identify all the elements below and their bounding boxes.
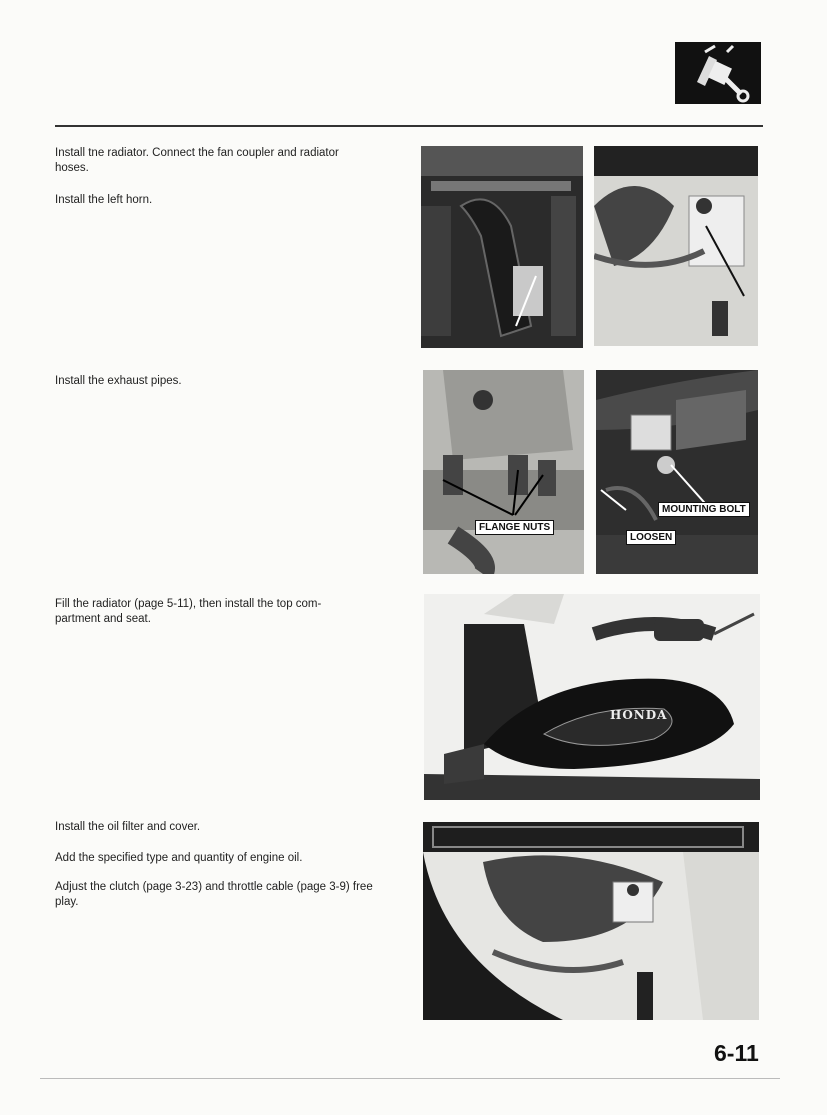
- mounting-bolt-label: MOUNTING BOLT: [658, 502, 750, 517]
- photo-radiator-hose: [421, 146, 583, 348]
- step-line: hoses.: [55, 162, 89, 174]
- page-number: 6-11: [714, 1040, 759, 1066]
- flange-nuts-label: FLANGE NUTS: [475, 520, 554, 535]
- photo-flange-nuts: [423, 370, 584, 574]
- step-install-oil-filter: [55, 820, 200, 835]
- step-add-oil: [55, 851, 302, 866]
- photo-fuel-tank: [424, 594, 760, 800]
- step-line: Adjust the clutch (page 3-23) and throttle cable (page 3-9) free: [55, 881, 373, 893]
- photo-oil-filter: [423, 822, 759, 1020]
- step-line: Fill the radiator (page 5-11), then install the top com-: [55, 598, 322, 610]
- step-install-exhaust: [55, 374, 182, 389]
- step-install-left-horn: [55, 193, 152, 208]
- step-line: Install tne radiator. Connect the fan coupler and radiator: [55, 147, 339, 159]
- step-line: Install the left horn.: [55, 194, 153, 206]
- step-line: Install the exhaust pipes.: [55, 375, 182, 387]
- photo-left-horn: [594, 146, 758, 346]
- step-line: Add the specified type and quantity of engine oil.: [55, 852, 303, 864]
- photo-mounting-bolt: [596, 370, 758, 574]
- section-icon: [675, 42, 761, 104]
- step-install-radiator: [55, 146, 339, 176]
- engine-piston-wrench-icon: [675, 42, 761, 104]
- footer-rule: [40, 1078, 780, 1079]
- step-line: Install the oil filter and cover.: [55, 821, 201, 833]
- tank-brand-text: HONDA: [610, 708, 668, 722]
- step-fill-radiator: [55, 597, 321, 627]
- step-line: partment and seat.: [55, 613, 151, 625]
- header-rule: [55, 125, 763, 127]
- step-line: play.: [55, 896, 79, 908]
- step-adjust-clutch: [55, 880, 373, 910]
- loosen-label: LOOSEN: [626, 530, 676, 545]
